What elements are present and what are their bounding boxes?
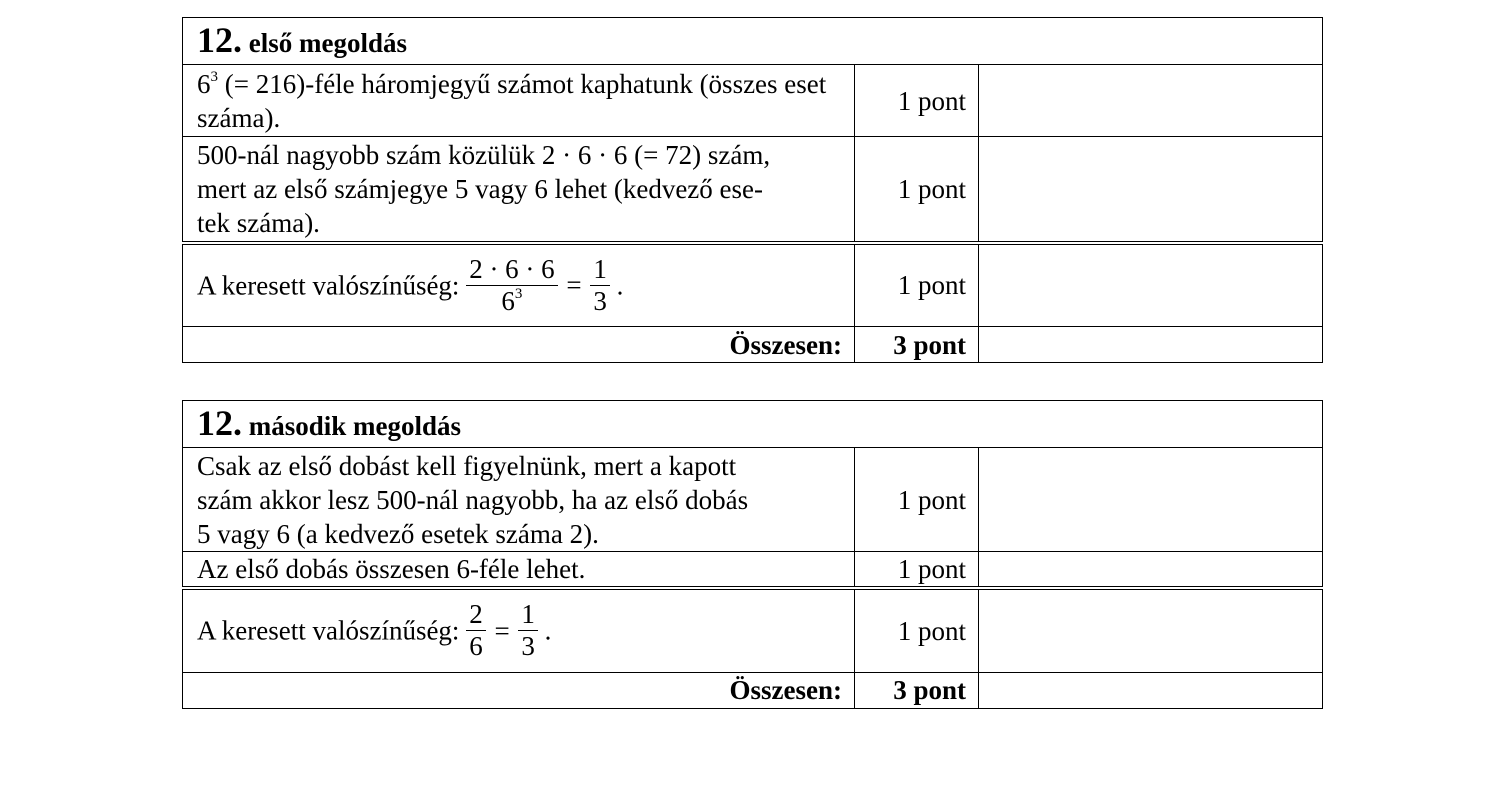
period: . bbox=[544, 615, 552, 646]
grading-cell bbox=[979, 327, 1323, 363]
problem-number: 12. bbox=[197, 19, 242, 60]
numerator: 2 bbox=[466, 599, 486, 631]
solution-1-table bbox=[182, 17, 1323, 363]
exponent: 3 bbox=[210, 68, 218, 85]
grading-cell bbox=[979, 243, 1323, 327]
grading-cell bbox=[979, 588, 1323, 672]
solution-2-step-2: Az első dobás összesen 6-féle lehet. bbox=[183, 552, 855, 589]
solution-2-header bbox=[183, 401, 1323, 448]
step-line: szám akkor lesz 500-nál nagyobb, ha az első dobás bbox=[197, 484, 749, 515]
total-label: Összesen: bbox=[183, 327, 855, 363]
points-cell: 1 pont bbox=[855, 552, 979, 589]
step-line: 5 vagy 6 (a kedvező esetek száma 2). bbox=[197, 518, 599, 549]
grading-cell bbox=[979, 448, 1323, 552]
exponent: 3 bbox=[514, 285, 523, 302]
base: 6 bbox=[197, 68, 211, 99]
solution-1-step-3 bbox=[183, 243, 855, 327]
solution-2-table bbox=[182, 400, 1323, 709]
solution-title: második megoldás bbox=[248, 410, 462, 441]
solution-2-step-1 bbox=[183, 448, 855, 552]
grading-cell bbox=[979, 137, 1323, 243]
points-cell: 1 pont bbox=[855, 137, 979, 243]
step-line: Csak az első dobást kell figyelnünk, mert a kapott bbox=[197, 450, 737, 481]
equals-sign: = bbox=[494, 615, 510, 646]
grading-cell bbox=[979, 552, 1323, 589]
total-points: 3 pont bbox=[855, 327, 979, 363]
step-line: 500-nál nagyobb szám közülük 2 · 6 · 6 (= 72) szám, bbox=[197, 139, 771, 170]
grading-cell bbox=[979, 65, 1323, 137]
fraction bbox=[590, 254, 610, 317]
denominator: 3 bbox=[521, 631, 535, 662]
total-points: 3 pont bbox=[855, 672, 979, 708]
grading-cell bbox=[979, 672, 1323, 708]
solution-1-header bbox=[183, 18, 1323, 65]
step-text: (= 216)-féle háromjegyű számot kaphatunk (összes eset száma). bbox=[197, 68, 827, 133]
solution-1-step-1 bbox=[183, 65, 855, 137]
base: 6 bbox=[501, 285, 515, 316]
problem-number: 12. bbox=[197, 402, 242, 443]
step-label: A keresett valószínűség: bbox=[197, 270, 467, 301]
solution-1-step-2 bbox=[183, 137, 855, 243]
step-line: tek száma). bbox=[197, 207, 320, 238]
fraction bbox=[466, 599, 486, 662]
total-label: Összesen: bbox=[183, 672, 855, 708]
denominator: 6 bbox=[469, 631, 483, 662]
equals-sign: = bbox=[566, 270, 582, 301]
fraction bbox=[518, 599, 538, 662]
numerator: 1 bbox=[518, 599, 538, 631]
step-label: A keresett valószínűség: bbox=[197, 615, 467, 646]
numerator: 1 bbox=[590, 254, 610, 286]
solution-2-step-3 bbox=[183, 588, 855, 672]
denominator bbox=[466, 286, 557, 317]
step-line: mert az első számjegye 5 vagy 6 lehet (kedvező ese- bbox=[197, 173, 763, 204]
denominator: 3 bbox=[593, 285, 607, 316]
solution-title: első megoldás bbox=[248, 27, 407, 58]
period: . bbox=[616, 270, 624, 301]
points-cell: 1 pont bbox=[855, 448, 979, 552]
points-cell: 1 pont bbox=[855, 588, 979, 672]
fraction bbox=[466, 254, 557, 317]
numerator: 2 · 6 · 6 bbox=[466, 254, 557, 286]
points-cell: 1 pont bbox=[855, 65, 979, 137]
points-cell: 1 pont bbox=[855, 243, 979, 327]
